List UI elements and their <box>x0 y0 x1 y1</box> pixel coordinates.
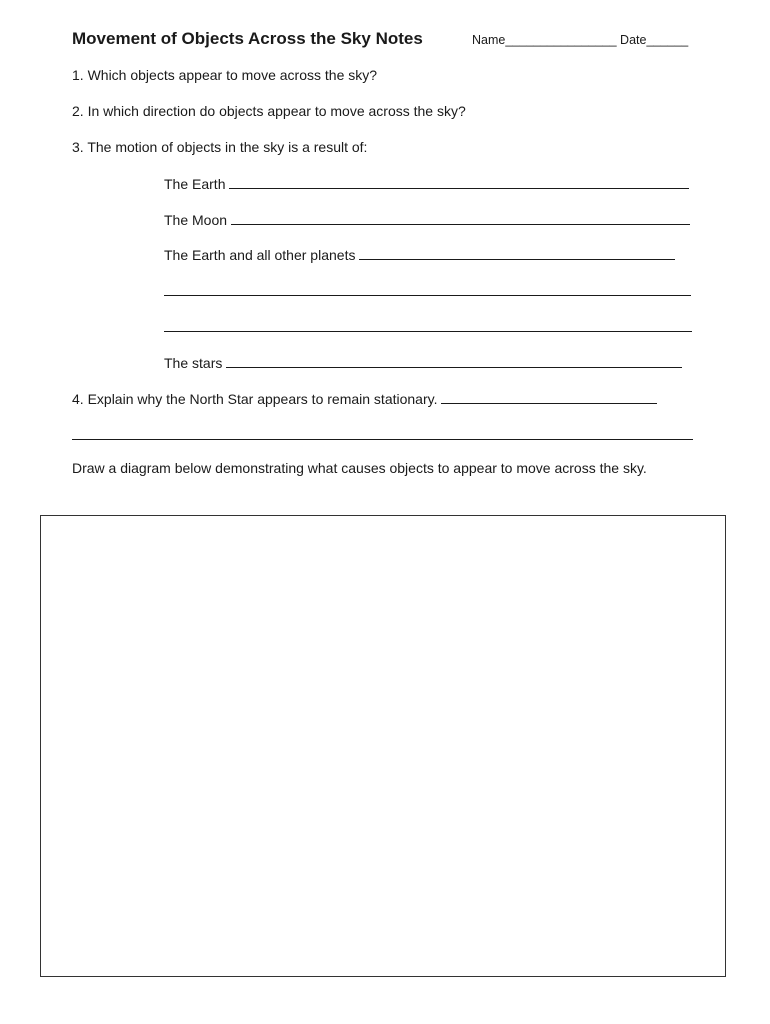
question-4-row <box>72 390 657 407</box>
answer-row-q4-continued <box>72 426 693 443</box>
answer-blank-stars[interactable] <box>226 354 682 368</box>
question-3: 3. The motion of objects in the sky is a result of: <box>72 139 368 155</box>
answer-blank-q4[interactable] <box>441 390 657 404</box>
answer-label-stars: The stars <box>164 355 223 371</box>
diagram-drawing-box[interactable] <box>40 515 726 977</box>
question-2: 2. In which direction do objects appear to move across the sky? <box>72 103 466 119</box>
answer-blank-extra-2[interactable] <box>164 318 692 332</box>
diagram-prompt: Draw a diagram below demonstrating what causes objects to appear to move across the sky. <box>72 460 647 476</box>
answer-row-blank-2 <box>164 318 692 335</box>
answer-blank-planets[interactable] <box>359 246 675 260</box>
answer-label-earth: The Earth <box>164 176 226 192</box>
answer-blank-q4-continued[interactable] <box>72 426 693 440</box>
question-4: 4. Explain why the North Star appears to remain stationary. <box>72 391 438 407</box>
answer-row-earth <box>164 175 689 192</box>
answer-label-planets: The Earth and all other planets <box>164 247 356 263</box>
answer-blank-earth[interactable] <box>229 175 689 189</box>
answer-row-planets <box>164 246 675 263</box>
answer-label-moon: The Moon <box>164 212 228 228</box>
answer-row-moon <box>164 211 690 228</box>
question-1: 1. Which objects appear to move across the sky? <box>72 67 378 83</box>
answer-blank-moon[interactable] <box>231 211 690 225</box>
page-title: Movement of Objects Across the Sky Notes <box>72 29 423 48</box>
answer-blank-extra-1[interactable] <box>164 282 691 296</box>
name-date-line[interactable]: Name________________ Date______ <box>472 33 689 47</box>
answer-row-blank-1 <box>164 282 691 299</box>
answer-row-stars <box>164 354 682 371</box>
